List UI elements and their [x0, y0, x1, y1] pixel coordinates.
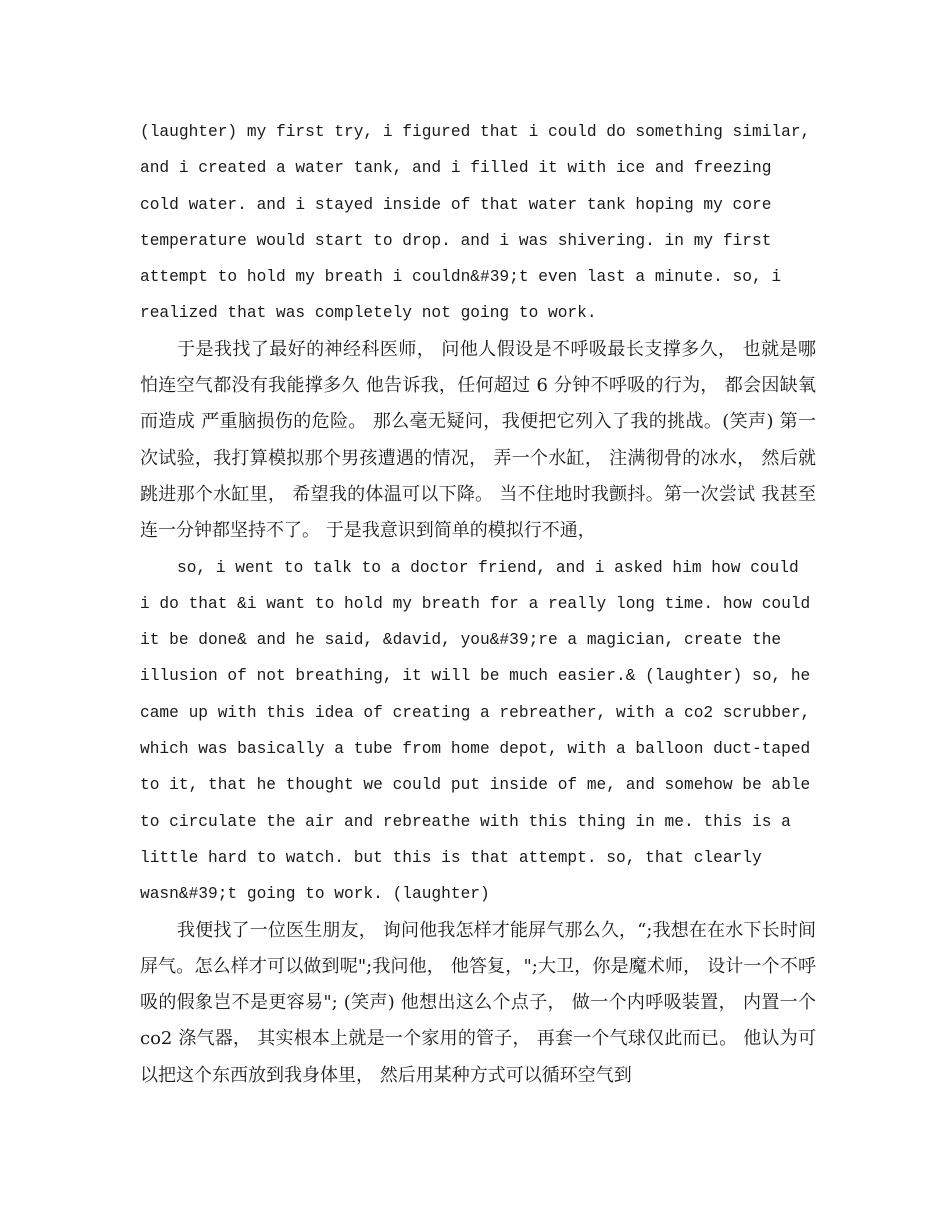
paragraph-chinese-2: 我便找了一位医生朋友， 询问他我怎样才能屏气那么久，“;我想在在水下长时间屏气。怎么样才可以做到呢";我问他， 他答复，";大卫，你是魔术师， 设计一个不呼吸的假象岂不是更容易"; (笑声) 他想出这么个点子， 做一个内呼吸装置， 内置一个 co2 涤气器， 其实根本上就是一个家用的管子， 再套一个气球仅此而已。 他认为可以把这个东西放到我身体里， 然后用某种方式可以循环空气到: [140, 919, 816, 1086]
paragraph-english-2: so, i went to talk to a doctor friend, and i asked him how could i do that &i want to hold my breath for a really long time. how could it be done& and he said, &david, you&#39;re a magician, create the illusion of not breathing, it will be much easier.& (laughter) so, he came up with this idea of creating a rebreather, with a co2 scrubber, which was basically a tube from home depot, with a balloon duct-taped to it, that he thought we could put inside of me, and somehow be able to circulate the air and rebreathe with this thing in me. this is a little hard to watch. but this is that attempt. so, that clearly wasn&#39;t going to work. (laughter): [140, 558, 811, 904]
paragraph-chinese-1: 于是我找了最好的神经科医师， 问他人假设是不呼吸最长支撑多久， 也就是哪怕连空气都没有我能撑多久 他告诉我，任何超过 6 分钟不呼吸的行为， 都会因缺氧而造成 严重脑损伤的危险。 那么毫无疑问，我便把它列入了我的挑战。(笑声) 第一次试验，我打算模拟那个男孩遭遇的情况， 弄一个水缸， 注满彻骨的冰水， 然后就跳进那个水缸里， 希望我的体温可以下降。 当不住地时我颤抖。第一次尝试 我甚至连一分钟都坚持不了。 于是我意识到简单的模拟行不通，: [140, 338, 816, 542]
paragraph-english-1: (laughter) my first try, i figured that i could do something similar, and i created a water tank, and i filled it with ice and freezing cold water. and i stayed inside of that water tank hoping my core temperature would start to drop. and i was shivering. in my first attempt to hold my breath i couldn&#39;t even last a minute. so, i realized that was completely not going to work.: [140, 123, 811, 323]
document-body: [140, 114, 816, 1094]
